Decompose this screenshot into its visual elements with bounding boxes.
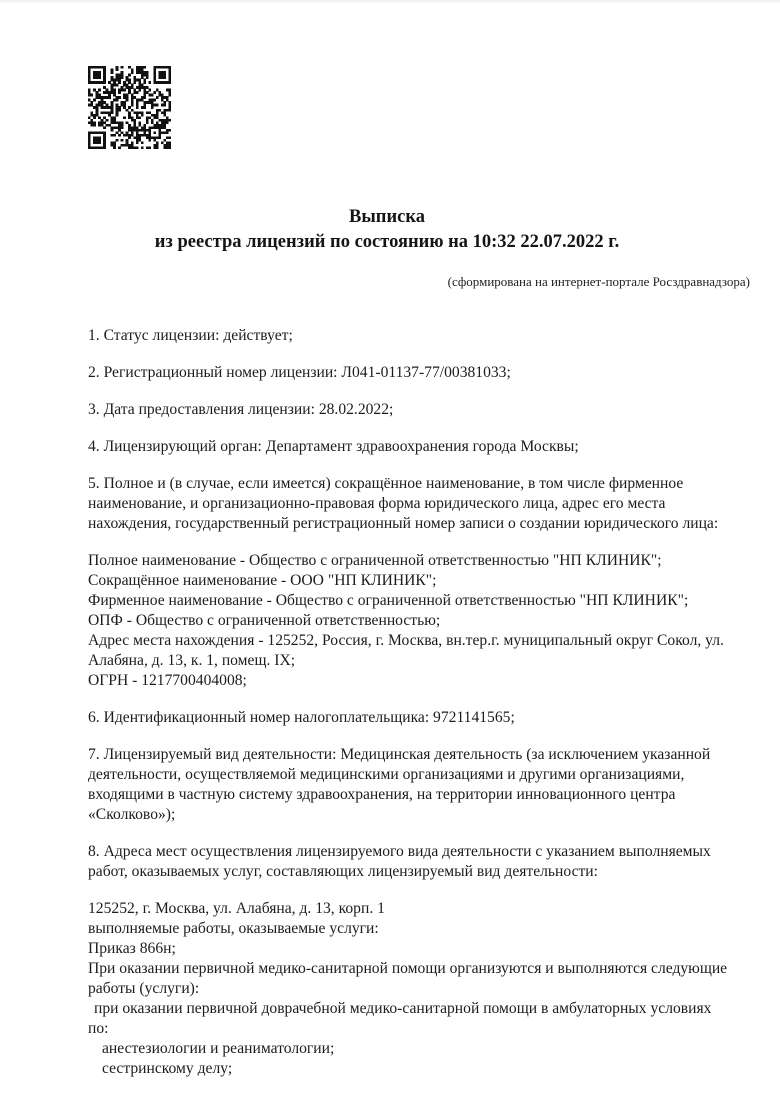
text-line: деятельности, осуществляемой медицинскими организациями и другими организациями,	[88, 766, 685, 783]
qr-code-svg	[88, 66, 171, 149]
paragraph	[88, 363, 780, 383]
text-line: наименование, и организационно-правовая форма юридического лица, адрес его места	[88, 495, 666, 512]
text-line: анестезиологии и реаниматологии;	[102, 1040, 335, 1057]
text-line: 8. Адреса мест осуществления лицензируемого вида деятельности с указанием выполняемых	[88, 843, 711, 860]
paragraph	[88, 745, 780, 825]
text-line: входящими в частную систему здравоохранения, на территории инновационного центра	[88, 786, 676, 803]
text-line: Адрес места нахождения - 125252, Россия, г. Москва, вн.тер.г. муниципальный округ Сокол, ул.	[88, 632, 724, 649]
paragraph	[88, 708, 780, 728]
page-title	[88, 205, 686, 255]
text-line: ОПФ - Общество с ограниченной ответственностью;	[88, 612, 441, 629]
paragraph	[88, 551, 780, 691]
top-edge-band	[0, 0, 780, 4]
title-line-1: Выписка	[349, 207, 425, 227]
document-body	[88, 326, 780, 1096]
text-line: работ, оказываемых услуг, составляющих лицензируемый вид деятельности:	[88, 863, 598, 880]
text-line: При оказании первичной медико-санитарной помощи организуются и выполняются следующие	[88, 960, 728, 977]
title-line-2: из реестра лицензий по состоянию на 10:32 22.07.2022 г.	[154, 232, 620, 252]
text-line: по:	[88, 1020, 109, 1037]
text-line: 7. Лицензируемый вид деятельности: Медицинская деятельность (за исключением указанной	[88, 746, 711, 763]
text-line: «Сколково»);	[88, 806, 176, 823]
text-line: 125252, г. Москва, ул. Алабяна, д. 13, корп. 1	[88, 900, 385, 917]
paragraph	[88, 842, 780, 882]
text-line: 2. Регистрационный номер лицензии: Л041-01137-77/00381033;	[88, 364, 511, 381]
text-line: 4. Лицензирующий орган: Департамент здравоохранения города Москвы;	[88, 438, 579, 455]
text-line: нахождения, государственный регистрационный номер записи о создании юридического лица:	[88, 515, 719, 532]
text-line: выполняемые работы, оказываемые услуги:	[88, 920, 379, 937]
paragraph	[88, 437, 780, 457]
text-line: ОГРН - 1217700404008;	[88, 672, 247, 689]
paragraph	[88, 899, 780, 1079]
text-line: сестринскому делу;	[102, 1060, 233, 1077]
paragraph	[88, 326, 780, 346]
text-line: 1. Статус лицензии: действует;	[88, 327, 293, 344]
generated-note: (сформирована на интернет-портале Росздравнадзора)	[447, 274, 750, 289]
text-line: работы (услуги):	[88, 980, 200, 997]
text-line: Алабяна, д. 13, к. 1, помещ. IX;	[88, 652, 296, 669]
text-line: 3. Дата предоставления лицензии: 28.02.2022;	[88, 401, 394, 418]
paragraph	[88, 474, 780, 534]
text-line: 6. Идентификационный номер налогоплательщика: 9721141565;	[88, 709, 515, 726]
text-line: Фирменное наименование - Общество с ограниченной ответственностью "НП КЛИНИК";	[88, 592, 689, 609]
text-line: 5. Полное и (в случае, если имеется) сокращённое наименование, в том числе фирменное	[88, 475, 684, 492]
paragraph	[88, 400, 780, 420]
qr-code-icon	[88, 66, 171, 149]
text-line: Полное наименование - Общество с ограниченной ответственностью "НП КЛИНИК";	[88, 552, 662, 569]
text-line: при оказании первичной доврачебной медико-санитарной помощи в амбулаторных условиях	[94, 1000, 712, 1017]
text-line: Сокращённое наименование - ООО "НП КЛИНИК";	[88, 572, 437, 589]
text-line: Приказ 866н;	[88, 940, 176, 957]
